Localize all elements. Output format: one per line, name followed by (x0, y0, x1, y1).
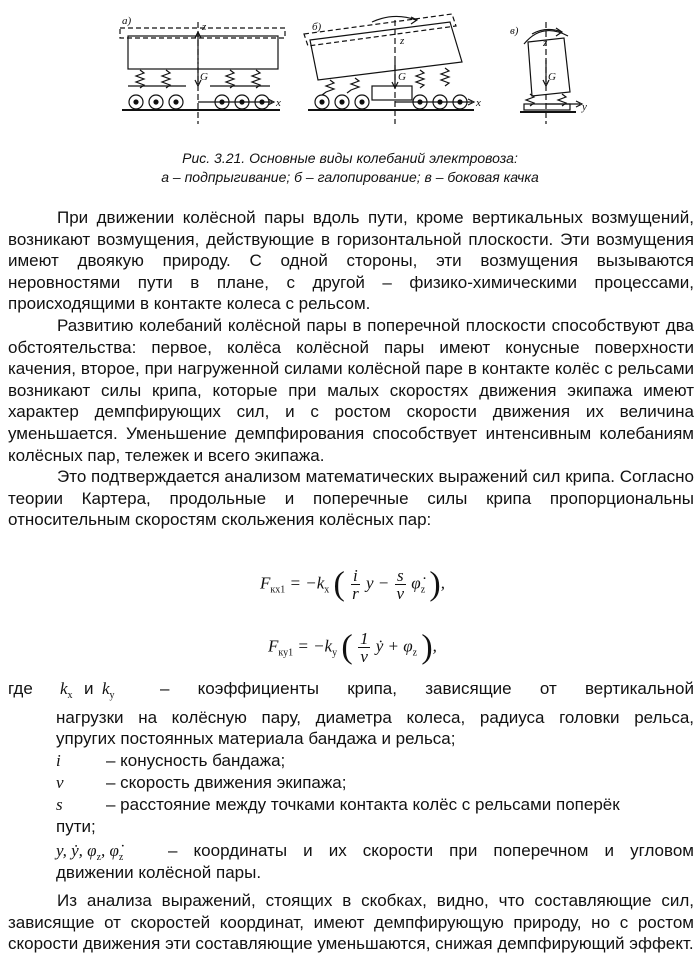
fraction-s-over-v: $\frac{s}{v}$ (396, 566, 405, 603)
panel-b-galloping (304, 14, 474, 124)
panel-c-g-label: G (548, 71, 556, 83)
paragraph-2: Развитию колебаний колёсной пары в поперечной плоскости способствуют два обстоятельства: первое, колёса колёсной пары имеют конусные поверхности качения, второе, при нагруженной силами колёсной паре в контакте колёс с рельсами возникают силы крипа, которые при малых скоростях движения экипажа имеют характер демпфирующих сил, и с ростом скорости движения их величина уменьшается. Уменьшение демпфирования способствует интенсивным колебаниям колёсных пар, тележек и всего экипажа. (8, 315, 694, 465)
fraction-i-over-r: $\frac{i}{r}$ (352, 566, 359, 603)
paragraph-3: Это подтверждается анализом математических выражений сил крипа. Согласно теории Картера, продольные и поперечные силы крипа пропорциональны относительным скоростям скольжения колёсных пар: (8, 467, 694, 530)
symbol-ky: $k_y$ (102, 679, 115, 701)
panel-b-g-label: G (398, 71, 406, 83)
definition-k-row: где $k_x$ и $k_y$ – коэффициенты крипа, зависящие от вертикальной (8, 678, 694, 700)
panel-a-label: а) (122, 15, 132, 27)
conclusion-text (8, 890, 694, 955)
symbol-definitions: где $k_x$ и $k_y$ – коэффициенты крипа, зависящие от вертикальной нагрузки на колёсную пару, диаметра колеса, радиуса головки рельса, упругих постоянных материала бандажа и рельса; i – конусность бандажа; v – скорость движения экипажа; s – расстояние между точками контакта колёс с рельсами поперёк пути; y, ẏ, $\varphi_z$, $\varphi̇_z$ – координаты и их скорости при поперечном и угловом движении колёсной пары. (8, 679, 694, 882)
formula-lateral-creep: $F_{ку1} = -k_y$ ( $\frac{1}{v}$ ẏ + $\varphi_z$ ), (268, 628, 437, 666)
panel-b-label: б) (312, 21, 322, 33)
panel-b-z-label: z (400, 35, 405, 47)
figure-caption-legend: а – подпрыгивание; б – галопирование; в – боковая качка (161, 169, 539, 185)
body-text (8, 207, 694, 531)
symbol-kx: $k_x$ (60, 679, 73, 701)
panel-b-x-label: x (476, 97, 481, 109)
symbol-coordinates: y, ẏ, $\varphi_z$, $\varphi̇_z$ (56, 841, 124, 863)
locomotive-oscillation-figure (0, 0, 700, 140)
panel-a-x-label: x (276, 97, 281, 109)
panel-a-z-label: z (202, 21, 207, 33)
figure-caption-title: Рис. 3.21. Основные виды колебаний электровоза: (182, 150, 518, 166)
fraction-1-over-v: $\frac{1}{v}$ (359, 629, 369, 666)
panel-c-z-label: z (543, 37, 548, 49)
panel-a-g-label: G (200, 71, 208, 83)
definition-coordinates-row: y, ẏ, $\varphi_z$, $\varphi̇_z$ – координаты и их скорости при поперечном и угловом (56, 841, 694, 863)
formula-longitudinal-creep: $F_{кх1} = -k_x$ ( $\frac{i}{r}$ y − $\frac{s}{v}$ $\varphi̇_z$ ), (260, 565, 445, 603)
panel-c-y-label: y (582, 101, 587, 113)
paragraph-1: При движении колёсной пары вдоль пути, кроме вертикальных возмущений, возникают возмущения, действующие в горизонтальной плоскости. Эти возмущения имеют двоякую природу. С одной стороны, эти возмущения вызываются неровностями пути в плане, с другой – физико-химическими процессами, происходящими в контакте колеса с рельсом. (8, 208, 694, 314)
paragraph-conclusion: Из анализа выражений, стоящих в скобках, видно, что составляющие сил, зависящие от скоростей координат, имеют демпфирующую природу, но с ростом скорости движения эти составляющие уменьшаются, снижая демпфирующий эффект. (8, 891, 694, 954)
panel-c-label: в) (510, 25, 519, 37)
